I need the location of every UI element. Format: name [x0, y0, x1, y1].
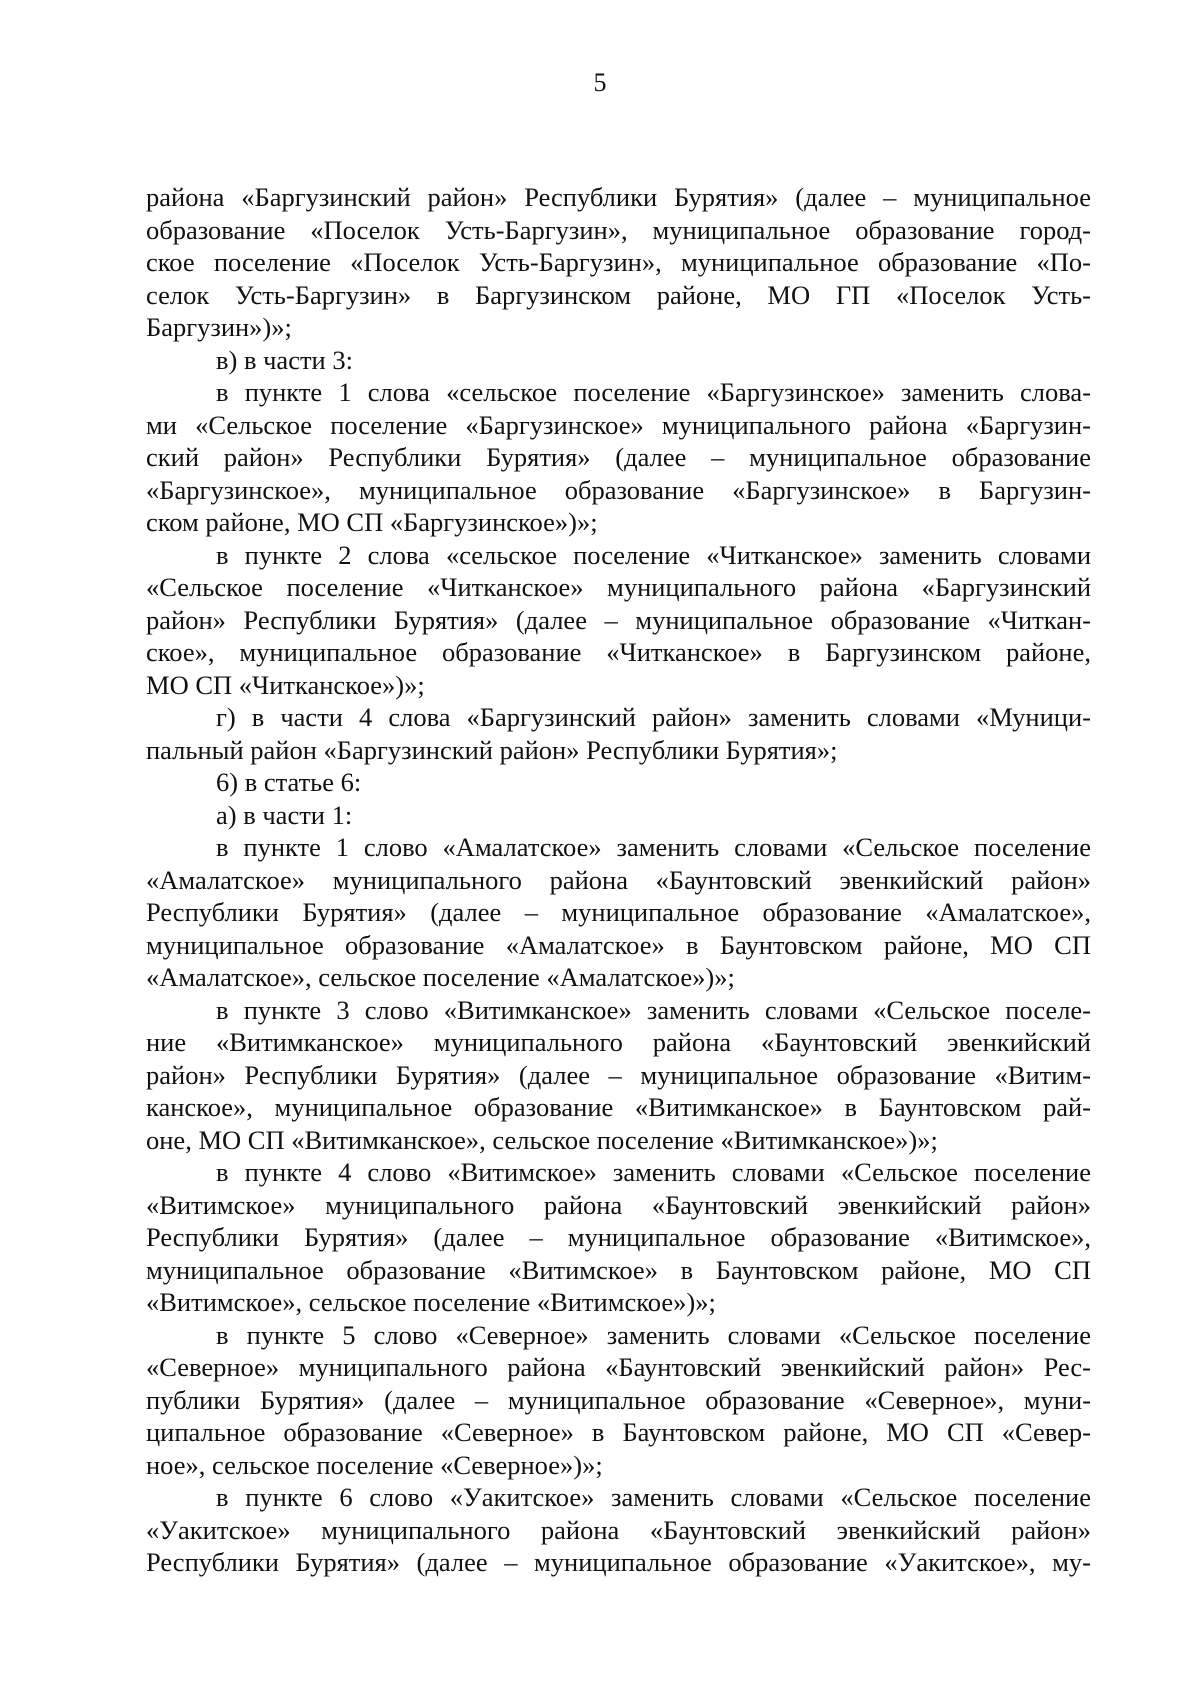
text-line: «Амалатское», сельское поселение «Амалатское»)»;: [146, 962, 735, 992]
text-line: образование «Поселок Усть-Баргузин», муниципальное образование город-: [146, 214, 1091, 245]
text-line: 6) в статье 6:: [216, 767, 362, 797]
text-line: в пункте 6 слово «Уакитское» заменить словами «Сельское поселение: [216, 1482, 1091, 1512]
text-line: Республики Бурятия» (далее – муниципальное образование «Уакитское», му-: [146, 1547, 1091, 1577]
text-line: оне, МО СП «Витимканское», сельское поселение «Витимканское»)»;: [146, 1124, 938, 1155]
text-line: в пункте 5 слово «Северное» заменить словами «Сельское поселение: [216, 1319, 1091, 1350]
text-line: муниципальное образование «Амалатское» в Баунтовском районе, МО СП: [146, 929, 1091, 960]
document-body: [146, 181, 1091, 1579]
text-line: «Северное» муниципального района «Баунтовский эвенкийский район» Рес-: [146, 1352, 1091, 1382]
text-line: Баргузин»)»;: [146, 312, 292, 342]
text-line: пальный район «Баргузинский район» Республики Бурятия»;: [146, 734, 838, 765]
text-line: район» Республики Бурятия» (далее – муниципальное образование «Витим-: [146, 1059, 1091, 1090]
text-line: ми «Сельское поселение «Баргузинское» муниципального района «Баргузин-: [146, 409, 1091, 440]
text-line: г) в части 4 слова «Баргузинский район» заменить словами «Муници-: [216, 702, 1091, 732]
text-line: «Сельское поселение «Читканское» муниципального района «Баргузинский: [146, 572, 1091, 602]
text-line: ное», сельское поселение «Северное»)»;: [146, 1449, 603, 1480]
text-line: ское», муниципальное образование «Читканское» в Баргузинском районе,: [146, 637, 1091, 667]
text-line: «Амалатское» муниципального района «Баунтовский эвенкийский район»: [146, 864, 1091, 895]
text-line: ние «Витимканское» муниципального района «Баунтовский эвенкийский: [146, 1027, 1091, 1057]
text-line: район» Республики Бурятия» (далее – муниципальное образование «Читкан-: [146, 604, 1091, 635]
text-line: «Витимское», сельское поселение «Витимское»)»;: [146, 1287, 716, 1317]
text-line: в пункте 1 слова «сельское поселение «Баргузинское» заменить слова-: [216, 377, 1091, 407]
text-line: «Витимское» муниципального района «Баунтовский эвенкийский район»: [146, 1189, 1091, 1220]
text-line: муниципальное образование «Витимское» в Баунтовском районе, МО СП: [146, 1254, 1091, 1285]
text-line: в) в части 3:: [216, 344, 353, 375]
text-line: Республики Бурятия» (далее – муниципальное образование «Амалатское»,: [146, 897, 1091, 927]
text-line: а) в части 1:: [216, 799, 353, 830]
text-line: в пункте 3 слово «Витимканское» заменить словами «Сельское поселе-: [216, 994, 1091, 1025]
page-number: 5: [593, 68, 607, 97]
text-line: ский район» Республики Бурятия» (далее – муниципальное образование: [146, 442, 1091, 472]
text-line: «Баргузинское», муниципальное образование «Баргузинское» в Баргузин-: [146, 474, 1091, 505]
text-line: Республики Бурятия» (далее – муниципальное образование «Витимское»,: [146, 1222, 1091, 1252]
text-line: селок Усть-Баргузин» в Баргузинском районе, МО ГП «Поселок Усть-: [146, 279, 1091, 310]
text-line: МО СП «Читканское»)»;: [146, 669, 425, 700]
text-line: ском районе, МО СП «Баргузинское»)»;: [146, 507, 598, 537]
text-line: района «Баргузинский район» Республики Бурятия» (далее – муниципальное: [146, 182, 1091, 212]
text-line: в пункте 4 слово «Витимское» заменить словами «Сельское поселение: [216, 1157, 1091, 1187]
text-line: публики Бурятия» (далее – муниципальное образование «Северное», муни-: [146, 1384, 1091, 1415]
text-line: канское», муниципальное образование «Витимканское» в Баунтовском рай-: [146, 1092, 1091, 1122]
text-line: ципальное образование «Северное» в Баунтовском районе, МО СП «Север-: [146, 1417, 1091, 1447]
text-line: ское поселение «Поселок Усть-Баргузин», муниципальное образование «По-: [146, 247, 1091, 277]
text-line: в пункте 1 слово «Амалатское» заменить словами «Сельское поселение: [216, 832, 1091, 862]
text-line: «Уакитское» муниципального района «Баунтовский эвенкийский район»: [146, 1514, 1091, 1545]
text-line: в пункте 2 слова «сельское поселение «Читканское» заменить словами: [216, 539, 1091, 570]
